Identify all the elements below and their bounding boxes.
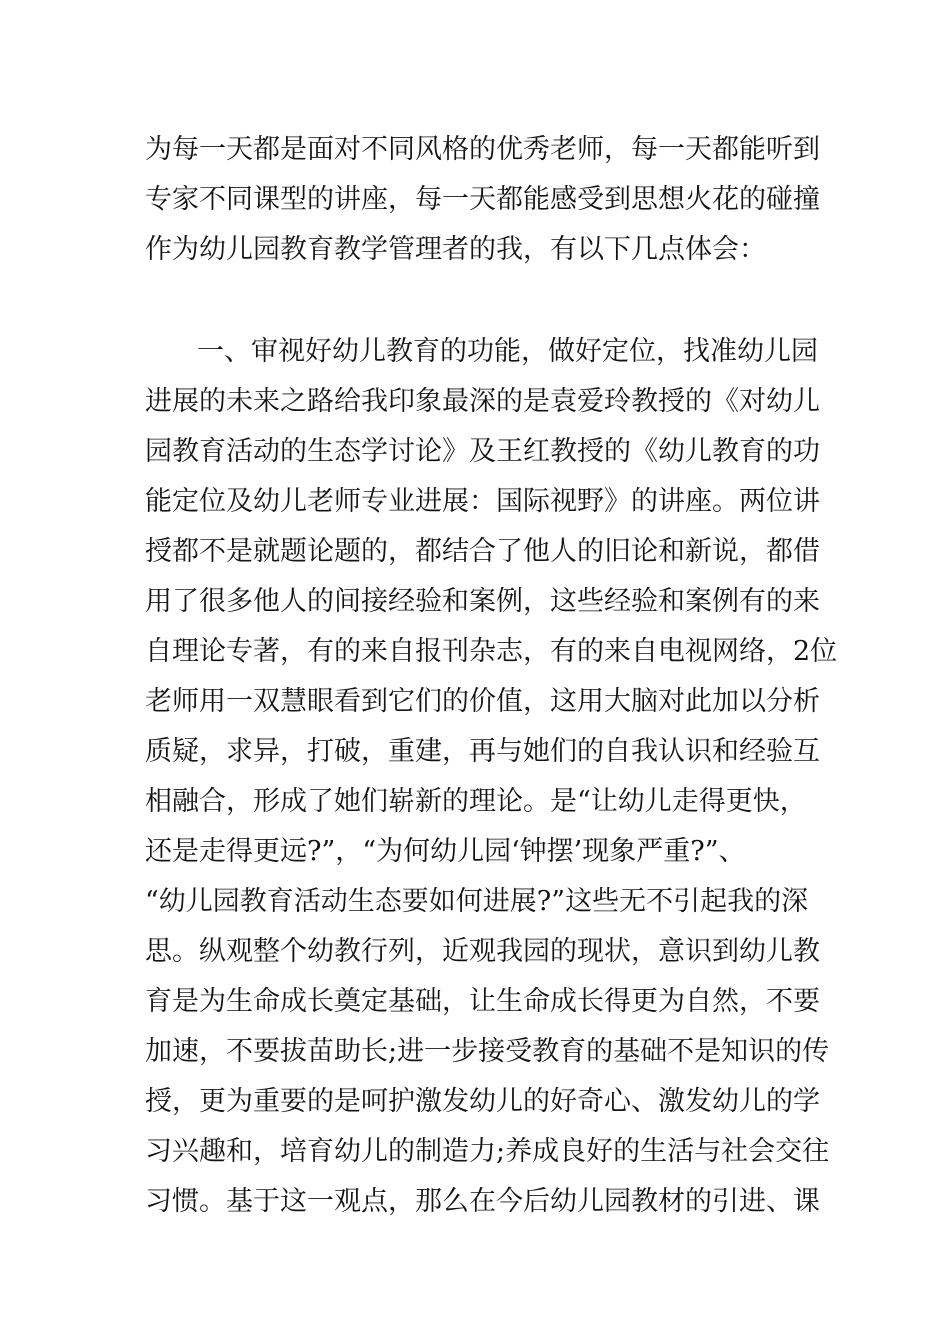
text-line: 质疑，求异，打破，重建，再与她们的自我认识和经验互 — [145, 736, 820, 767]
text-line: 专家不同课型的讲座，每一天都能感受到思想火花的碰撞 — [145, 184, 820, 215]
text-line: 习兴趣和，培育幼儿的制造力;养成良好的生活与社会交往 — [145, 1136, 830, 1167]
text-line: 能定位及幼儿老师专业进展：国际视野》的讲座。两位讲 — [145, 486, 820, 517]
text-line: 园教育活动的生态学讨论》及王红教授的《幼儿教育的功 — [145, 436, 820, 467]
text-line: “幼儿园教育活动生态要如何进展?”这些无不引起我的深 — [145, 886, 809, 917]
text-line: 老师用一双慧眼看到它们的价值，这用大脑对此加以分析 — [145, 686, 820, 717]
text-line: 进展的未来之路给我印象最深的是袁爱玲教授的《对幼儿 — [145, 386, 820, 417]
text-line: 加速，不要拔苗助长;进一步接受教育的基础不是知识的传 — [145, 1036, 830, 1067]
text-line: 作为幼儿园教育教学管理者的我，有以下几点体会： — [145, 234, 766, 265]
text-line: 授，更为重要的是呵护激发幼儿的好奇心、激发幼儿的学 — [145, 1086, 820, 1117]
text-line: 习惯。基于这一观点，那么在今后幼儿园教材的引进、课 — [145, 1186, 820, 1217]
text-line: 为每一天都是面对不同风格的优秀老师，每一天都能听到 — [145, 134, 820, 165]
text-line: 思。纵观整个幼教行列，近观我园的现状，意识到幼儿教 — [145, 936, 820, 967]
section-heading-line: 一、审视好幼儿教育的功能，做好定位，找准幼儿园 — [197, 336, 818, 367]
text-line: 还是走得更远?”，“为何幼儿园‘钟摆’现象严重?”、 — [145, 836, 746, 867]
text-line: 相融合，形成了她们崭新的理论。是“让幼儿走得更快， — [145, 786, 807, 817]
text-line: 自理论专著，有的来自报刊杂志，有的来自电视网络，2位 — [145, 636, 838, 667]
text-line: 育是为生命成长奠定基础，让生命成长得更为自然，不要 — [145, 986, 820, 1017]
text-line: 授都不是就题论题的，都结合了他人的旧论和新说，都借 — [145, 536, 820, 567]
text-line: 用了很多他人的间接经验和案例，这些经验和案例有的来 — [145, 586, 820, 617]
